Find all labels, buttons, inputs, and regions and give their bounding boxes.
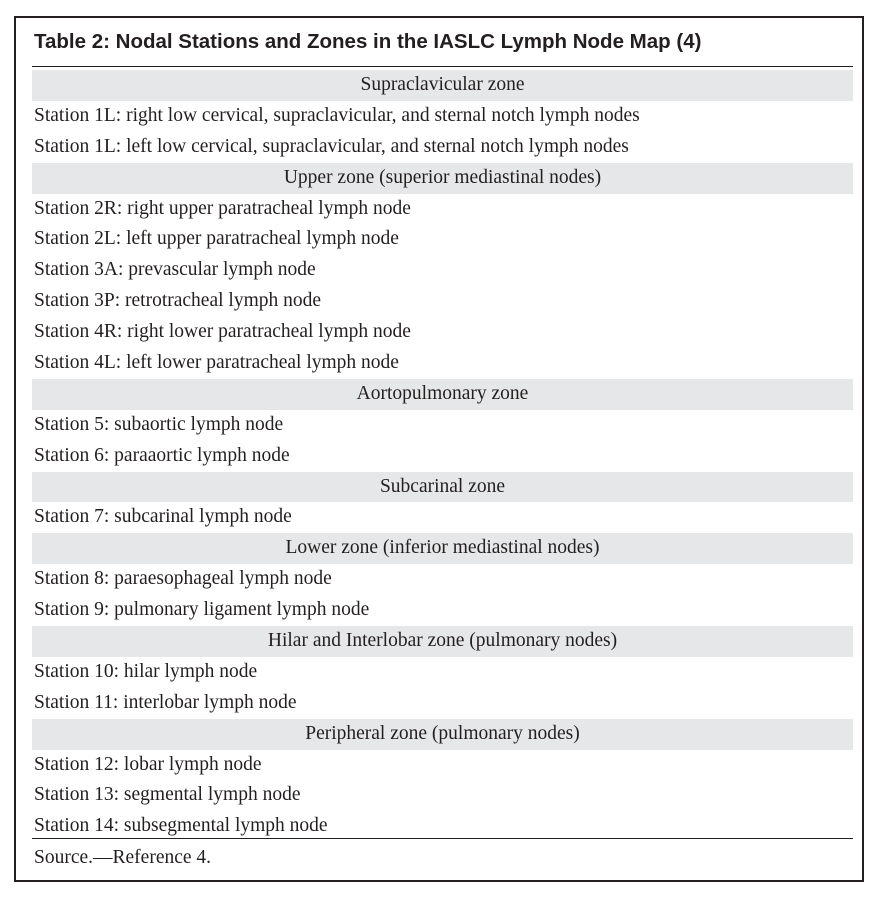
zone-header-row: Peripheral zone (pulmonary nodes) (32, 719, 853, 750)
station-row: Station 12: lobar lymph node (34, 753, 262, 775)
station-row: Station 13: segmental lymph node (34, 784, 301, 806)
station-row: Station 1L: right low cervical, supraclavicular, and sternal notch lymph nodes (34, 104, 640, 126)
zone-header-row: Hilar and Interlobar zone (pulmonary nodes) (32, 626, 853, 657)
station-row: Station 14: subsegmental lymph node (34, 815, 328, 837)
station-row: Station 3P: retrotracheal lymph node (34, 290, 322, 312)
station-row: Station 6: paraaortic lymph node (34, 444, 290, 466)
station-row: Station 7: subcarinal lymph node (34, 506, 292, 528)
station-row: Station 3A: prevascular lymph node (34, 259, 316, 281)
station-row: Station 4L: left lower paratracheal lymph node (34, 352, 399, 374)
station-row: Station 2L: left upper paratracheal lymph node (34, 228, 399, 250)
station-row: Station 11: interlobar lymph node (34, 691, 297, 713)
table-title: Table 2: Nodal Stations and Zones in the IASLC Lymph Node Map (4) (34, 30, 702, 53)
station-row: Station 2R: right upper paratracheal lymph node (34, 197, 411, 219)
zone-header-row: Upper zone (superior mediastinal nodes) (32, 163, 853, 194)
station-row: Station 8: paraesophageal lymph node (34, 568, 332, 590)
lymph-node-table (14, 16, 864, 882)
footer-divider (32, 838, 853, 839)
table-source-note: Source.—Reference 4. (34, 847, 212, 868)
table-body (32, 70, 853, 842)
station-row: Station 10: hilar lymph node (34, 660, 258, 682)
station-row: Station 5: subaortic lymph node (34, 413, 284, 435)
zone-header-row: Lower zone (inferior mediastinal nodes) (32, 533, 853, 564)
zone-header-row: Subcarinal zone (32, 472, 853, 503)
zone-header-row: Aortopulmonary zone (32, 379, 853, 410)
title-divider (32, 66, 853, 67)
station-row: Station 9: pulmonary ligament lymph node (34, 599, 370, 621)
zone-header-row: Supraclavicular zone (32, 70, 853, 101)
station-row: Station 1L: left low cervical, supraclavicular, and sternal notch lymph nodes (34, 135, 629, 157)
station-row: Station 4R: right lower paratracheal lymph node (34, 321, 411, 343)
